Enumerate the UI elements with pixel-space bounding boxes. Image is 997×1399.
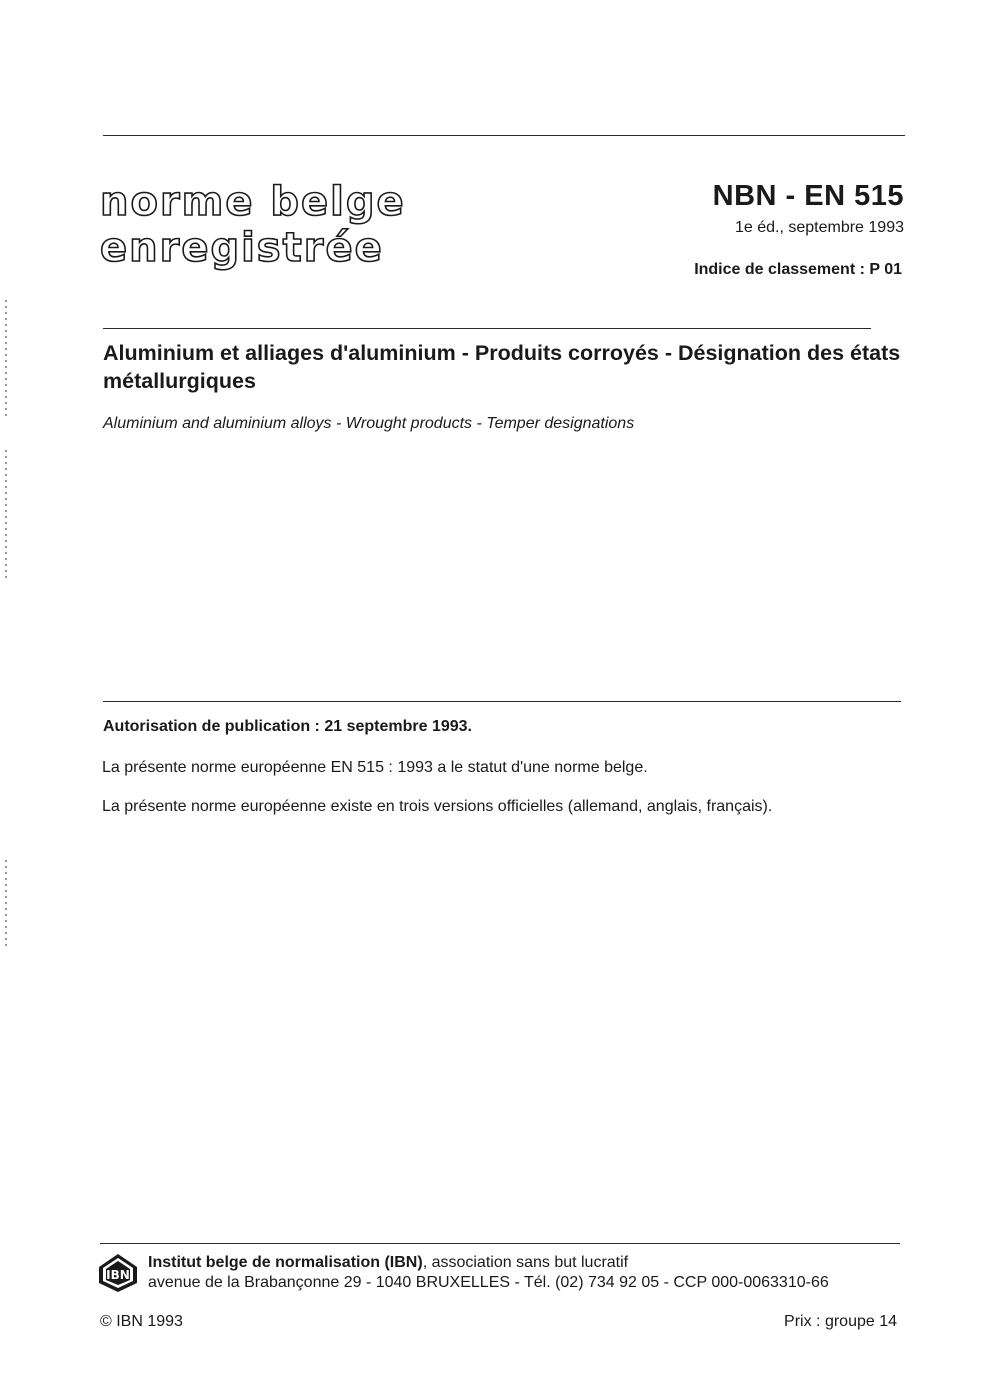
publication-authorization: Autorisation de publication : 21 septembre 1993. (103, 718, 472, 735)
edition-date: 1e éd., septembre 1993 (734, 219, 904, 236)
logo-letters: IBN (106, 1268, 130, 1282)
price-group: Prix : groupe 14 (784, 1313, 897, 1330)
document-number: NBN - EN 515 (712, 180, 904, 212)
status-paragraph: La présente norme européenne EN 515 : 1993 a le statut d'une norme belge. (102, 759, 648, 776)
title-rule (103, 328, 871, 329)
scan-artifact (5, 860, 7, 950)
french-title: Aluminium et alliages d'aluminium - Produits corroyés - Désignation des états métallurgiques (103, 341, 901, 393)
versions-paragraph: La présente norme européenne existe en trois versions officielles (allemand, anglais, français). (102, 798, 773, 815)
scan-artifact (5, 300, 7, 420)
ibn-logo-icon (98, 1253, 138, 1293)
copyright: © IBN 1993 (100, 1313, 183, 1330)
institute-name: Institut belge de normalisation (IBN) (148, 1254, 423, 1271)
english-title: Aluminium and aluminium alloys - Wrought products - Temper designations (103, 415, 635, 432)
publication-rule (103, 701, 901, 702)
footer-rule (100, 1243, 900, 1244)
scan-artifact (5, 450, 7, 580)
brand-line-2: enregistrée (100, 225, 384, 271)
brand-line-1: norme belge (100, 179, 406, 225)
institute-suffix: , association sans but lucratif (422, 1254, 629, 1271)
institute-address: avenue de la Brabançonne 29 - 1040 BRUXELLES - Tél. (02) 734 92 05 - CCP 000-0063310-66 (148, 1274, 829, 1291)
institute-line (148, 1254, 628, 1272)
top-rule (103, 135, 905, 136)
classification-index: Indice de classement : P 01 (694, 261, 902, 278)
